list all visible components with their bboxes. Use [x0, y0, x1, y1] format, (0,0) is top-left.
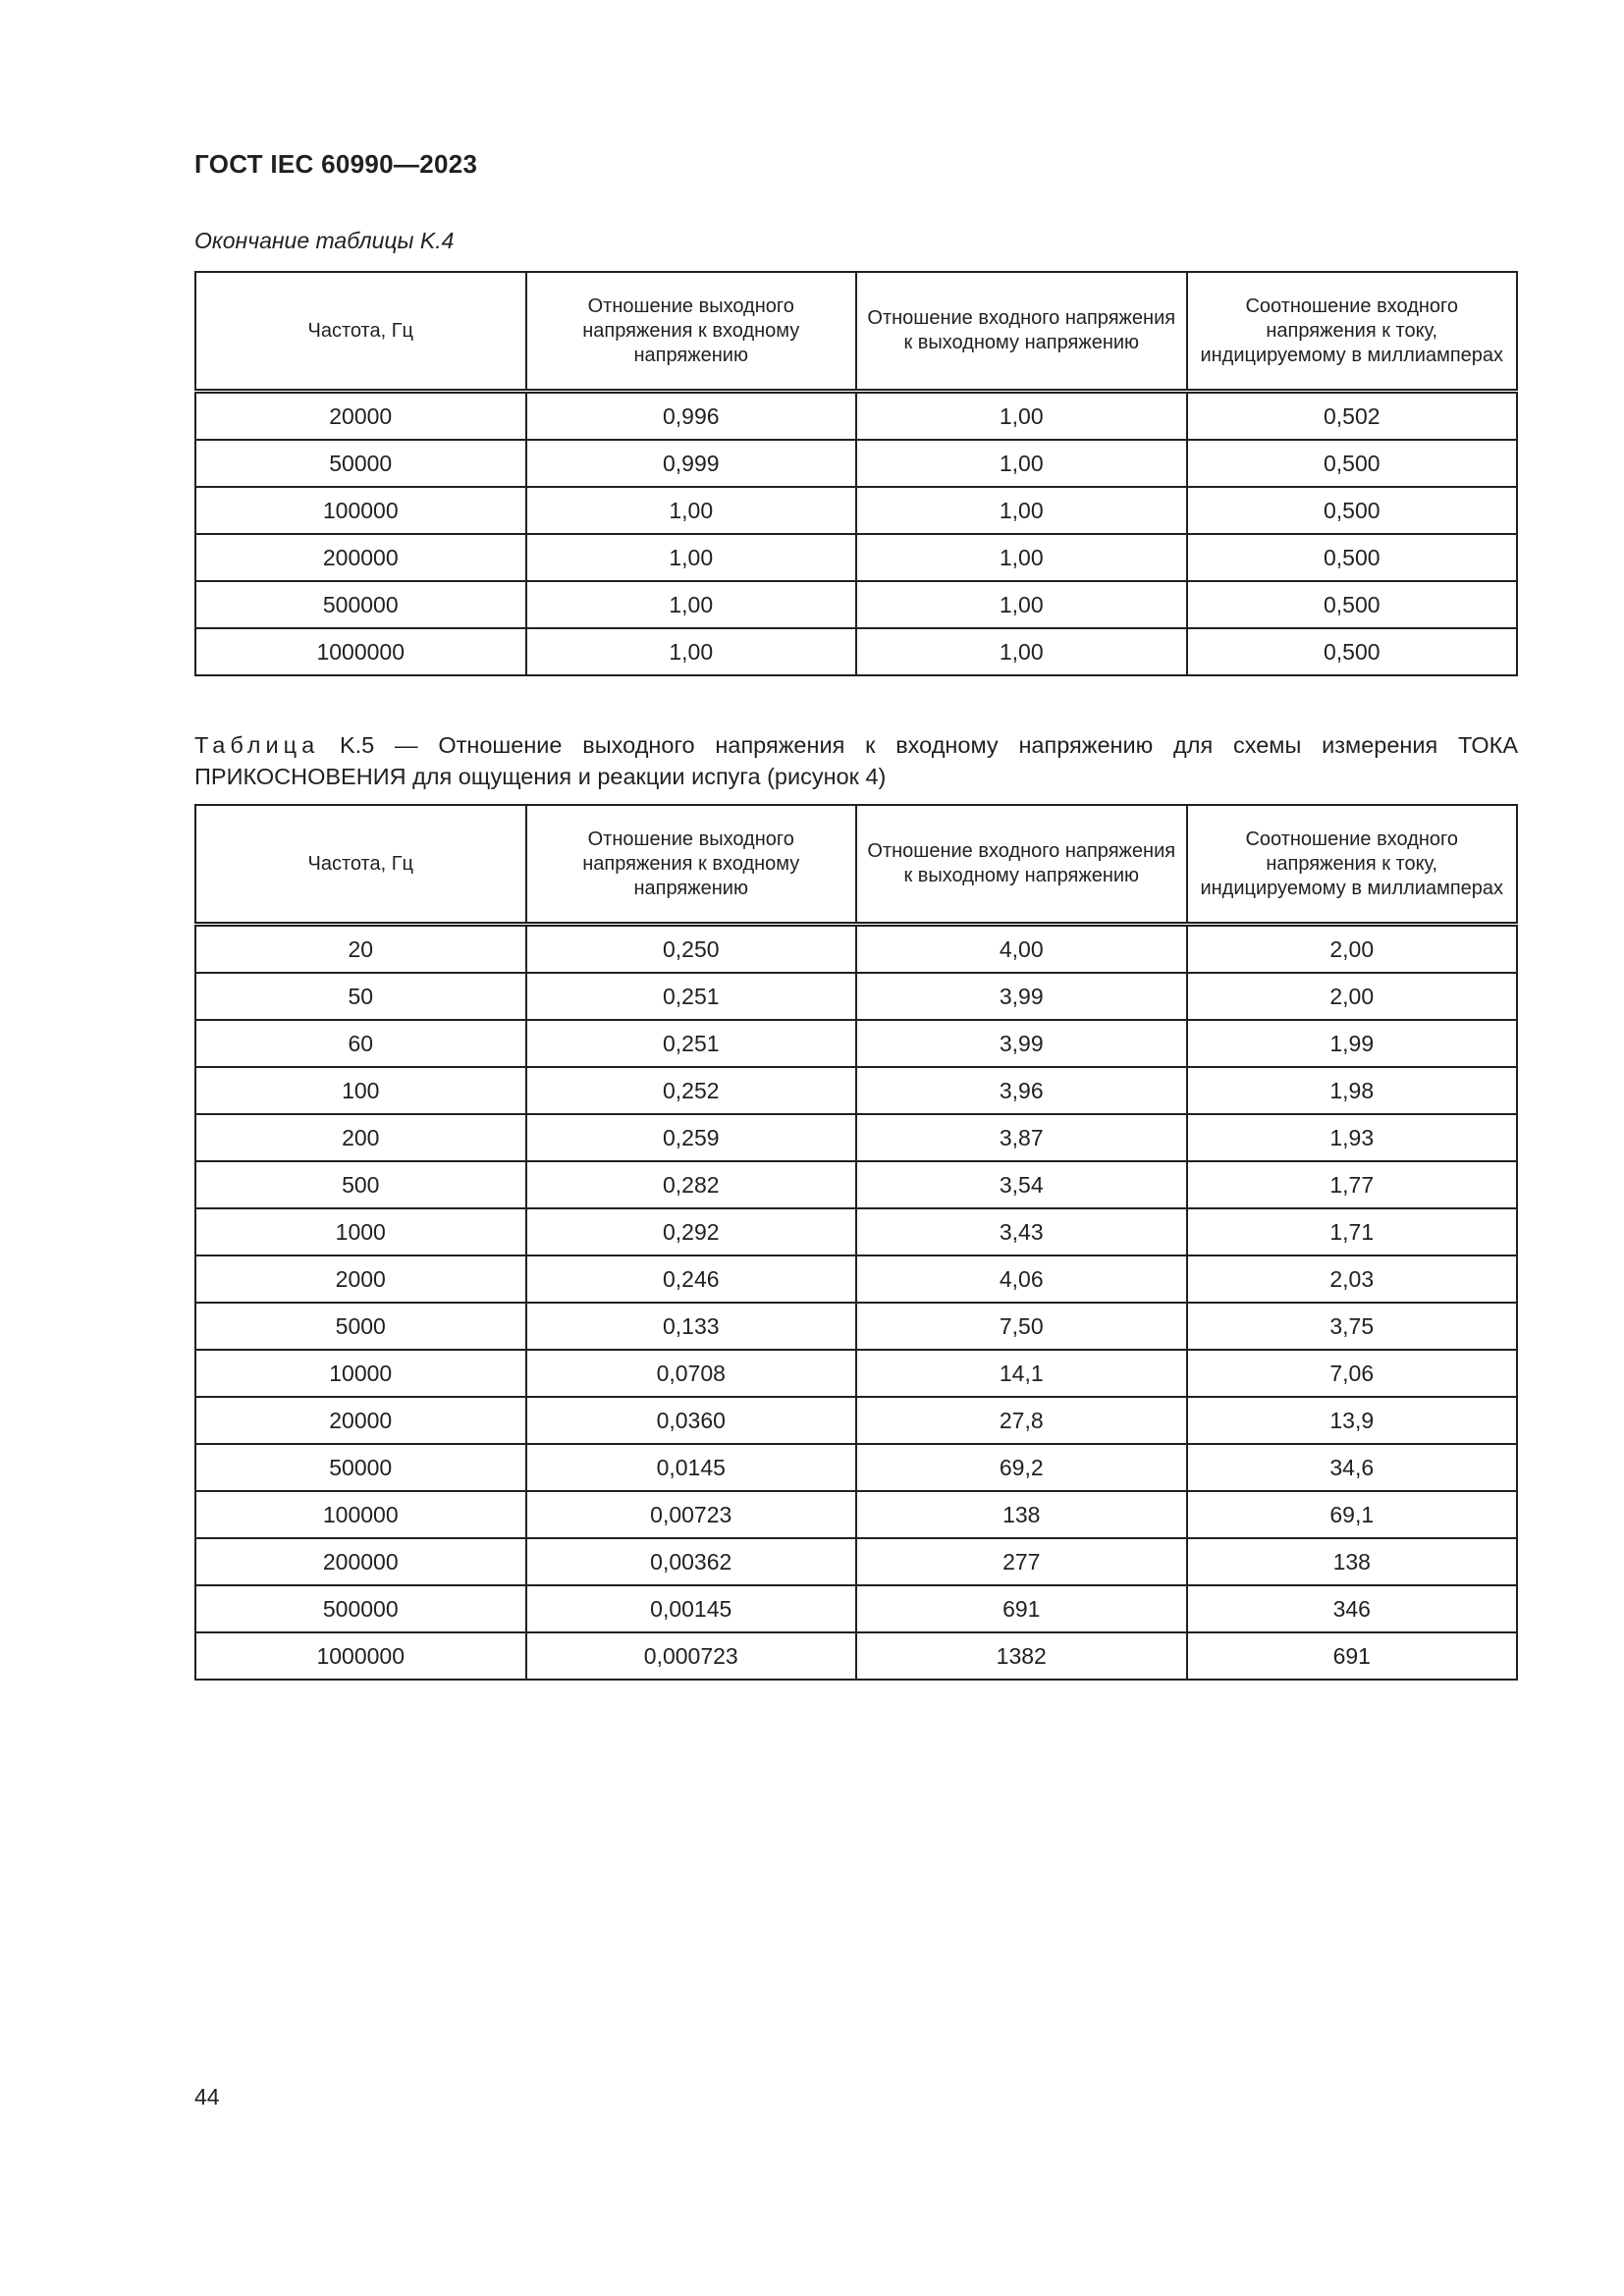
cell-frequency: 200000	[195, 534, 526, 581]
cell-input-output-ratio: 4,06	[856, 1255, 1187, 1303]
cell-frequency: 20000	[195, 392, 526, 441]
cell-voltage-current-ratio: 691	[1187, 1632, 1518, 1680]
cell-input-output-ratio: 3,99	[856, 973, 1187, 1020]
cell-voltage-current-ratio: 0,502	[1187, 392, 1518, 441]
table-row	[195, 534, 1517, 581]
cell-frequency: 1000	[195, 1208, 526, 1255]
cell-input-output-ratio: 691	[856, 1585, 1187, 1632]
cell-voltage-current-ratio: 69,1	[1187, 1491, 1518, 1538]
cell-frequency: 10000	[195, 1350, 526, 1397]
cell-frequency: 200	[195, 1114, 526, 1161]
table-row	[195, 1114, 1517, 1161]
cell-output-input-ratio: 0,259	[526, 1114, 857, 1161]
cell-frequency: 500	[195, 1161, 526, 1208]
header-voltage-current-ratio: Соотношение входного напряжения к току, индицируемому в миллиамперах	[1187, 805, 1518, 925]
cell-frequency: 50000	[195, 440, 526, 487]
cell-input-output-ratio: 3,54	[856, 1161, 1187, 1208]
table-row	[195, 925, 1517, 974]
cell-input-output-ratio: 69,2	[856, 1444, 1187, 1491]
table-row	[195, 581, 1517, 628]
cell-voltage-current-ratio: 1,93	[1187, 1114, 1518, 1161]
table-header-row	[195, 272, 1517, 392]
cell-output-input-ratio: 0,292	[526, 1208, 857, 1255]
cell-frequency: 20	[195, 925, 526, 974]
cell-output-input-ratio: 0,0145	[526, 1444, 857, 1491]
table-header-row	[195, 805, 1517, 925]
table-k5-body	[195, 925, 1517, 1681]
cell-voltage-current-ratio: 138	[1187, 1538, 1518, 1585]
table-k5	[194, 804, 1518, 1681]
table-k4	[194, 271, 1518, 676]
cell-input-output-ratio: 1382	[856, 1632, 1187, 1680]
cell-frequency: 2000	[195, 1255, 526, 1303]
cell-frequency: 1000000	[195, 628, 526, 675]
table-row	[195, 1208, 1517, 1255]
table-row	[195, 1161, 1517, 1208]
cell-frequency: 20000	[195, 1397, 526, 1444]
cell-voltage-current-ratio: 2,00	[1187, 973, 1518, 1020]
table-k4-body	[195, 392, 1517, 676]
header-input-output-ratio: Отношение входного напряжения к выходному напряжению	[856, 272, 1187, 392]
cell-output-input-ratio: 0,999	[526, 440, 857, 487]
cell-frequency: 5000	[195, 1303, 526, 1350]
cell-frequency: 50000	[195, 1444, 526, 1491]
cell-frequency: 1000000	[195, 1632, 526, 1680]
cell-output-input-ratio: 1,00	[526, 581, 857, 628]
cell-input-output-ratio: 7,50	[856, 1303, 1187, 1350]
cell-output-input-ratio: 1,00	[526, 534, 857, 581]
cell-frequency: 100000	[195, 1491, 526, 1538]
cell-output-input-ratio: 0,00362	[526, 1538, 857, 1585]
header-output-input-ratio: Отношение выходного напряжения к входному напряжению	[526, 272, 857, 392]
table-row	[195, 973, 1517, 1020]
cell-input-output-ratio: 27,8	[856, 1397, 1187, 1444]
cell-output-input-ratio: 0,00723	[526, 1491, 857, 1538]
cell-frequency: 100	[195, 1067, 526, 1114]
cell-input-output-ratio: 1,00	[856, 487, 1187, 534]
header-output-input-ratio: Отношение выходного напряжения к входному напряжению	[526, 805, 857, 925]
table-row	[195, 1632, 1517, 1680]
cell-frequency: 50	[195, 973, 526, 1020]
cell-output-input-ratio: 0,000723	[526, 1632, 857, 1680]
cell-input-output-ratio: 3,87	[856, 1114, 1187, 1161]
cell-voltage-current-ratio: 1,77	[1187, 1161, 1518, 1208]
cell-input-output-ratio: 3,43	[856, 1208, 1187, 1255]
cell-input-output-ratio: 1,00	[856, 534, 1187, 581]
table-row	[195, 440, 1517, 487]
table-row	[195, 628, 1517, 675]
cell-input-output-ratio: 277	[856, 1538, 1187, 1585]
cell-voltage-current-ratio: 0,500	[1187, 440, 1518, 487]
cell-input-output-ratio: 1,00	[856, 392, 1187, 441]
cell-voltage-current-ratio: 3,75	[1187, 1303, 1518, 1350]
cell-output-input-ratio: 0,133	[526, 1303, 857, 1350]
table-row	[195, 1067, 1517, 1114]
table-row	[195, 1397, 1517, 1444]
table-k5-caption	[194, 729, 1518, 792]
cell-output-input-ratio: 0,250	[526, 925, 857, 974]
cell-output-input-ratio: 0,251	[526, 1020, 857, 1067]
table-row	[195, 1255, 1517, 1303]
cell-voltage-current-ratio: 0,500	[1187, 628, 1518, 675]
cell-frequency: 60	[195, 1020, 526, 1067]
table-row	[195, 392, 1517, 441]
cell-frequency: 500000	[195, 581, 526, 628]
table-row	[195, 1444, 1517, 1491]
header-frequency: Частота, Гц	[195, 272, 526, 392]
cell-frequency: 100000	[195, 487, 526, 534]
cell-output-input-ratio: 0,252	[526, 1067, 857, 1114]
cell-voltage-current-ratio: 2,03	[1187, 1255, 1518, 1303]
cell-output-input-ratio: 0,996	[526, 392, 857, 441]
cell-output-input-ratio: 0,246	[526, 1255, 857, 1303]
cell-voltage-current-ratio: 13,9	[1187, 1397, 1518, 1444]
cell-voltage-current-ratio: 346	[1187, 1585, 1518, 1632]
cell-input-output-ratio: 3,99	[856, 1020, 1187, 1067]
cell-voltage-current-ratio: 1,99	[1187, 1020, 1518, 1067]
cell-output-input-ratio: 0,282	[526, 1161, 857, 1208]
cell-input-output-ratio: 138	[856, 1491, 1187, 1538]
cell-voltage-current-ratio: 0,500	[1187, 534, 1518, 581]
cell-voltage-current-ratio: 34,6	[1187, 1444, 1518, 1491]
table-row	[195, 1538, 1517, 1585]
cell-input-output-ratio: 3,96	[856, 1067, 1187, 1114]
cell-frequency: 200000	[195, 1538, 526, 1585]
cell-voltage-current-ratio: 0,500	[1187, 487, 1518, 534]
cell-input-output-ratio: 1,00	[856, 581, 1187, 628]
cell-voltage-current-ratio: 1,98	[1187, 1067, 1518, 1114]
table-row	[195, 1350, 1517, 1397]
cell-output-input-ratio: 0,00145	[526, 1585, 857, 1632]
table-row	[195, 1303, 1517, 1350]
standard-title: ГОСТ IEC 60990—2023	[194, 149, 478, 179]
table-k5-caption-text: K.5 — Отношение выходного напряжения к входному напряжению для схемы измерения ТОКА ПРИКОСНОВЕНИЯ для ощущения и реакции испуга (рисунок 4)	[194, 732, 1518, 789]
cell-input-output-ratio: 1,00	[856, 440, 1187, 487]
cell-input-output-ratio: 4,00	[856, 925, 1187, 974]
table-k4-caption: Окончание таблицы K.4	[194, 228, 455, 253]
table-row	[195, 1491, 1517, 1538]
cell-voltage-current-ratio: 7,06	[1187, 1350, 1518, 1397]
header-frequency: Частота, Гц	[195, 805, 526, 925]
cell-output-input-ratio: 0,251	[526, 973, 857, 1020]
cell-output-input-ratio: 0,0360	[526, 1397, 857, 1444]
table-k5-caption-label: Таблица	[194, 732, 320, 758]
cell-voltage-current-ratio: 1,71	[1187, 1208, 1518, 1255]
cell-voltage-current-ratio: 2,00	[1187, 925, 1518, 974]
table-row	[195, 1585, 1517, 1632]
cell-input-output-ratio: 1,00	[856, 628, 1187, 675]
cell-voltage-current-ratio: 0,500	[1187, 581, 1518, 628]
header-voltage-current-ratio: Соотношение входного напряжения к току, индицируемому в миллиамперах	[1187, 272, 1518, 392]
table-row	[195, 487, 1517, 534]
header-input-output-ratio: Отношение входного напряжения к выходному напряжению	[856, 805, 1187, 925]
cell-output-input-ratio: 0,0708	[526, 1350, 857, 1397]
page-number: 44	[194, 2084, 220, 2109]
table-row	[195, 1020, 1517, 1067]
cell-input-output-ratio: 14,1	[856, 1350, 1187, 1397]
cell-output-input-ratio: 1,00	[526, 628, 857, 675]
cell-output-input-ratio: 1,00	[526, 487, 857, 534]
cell-frequency: 500000	[195, 1585, 526, 1632]
